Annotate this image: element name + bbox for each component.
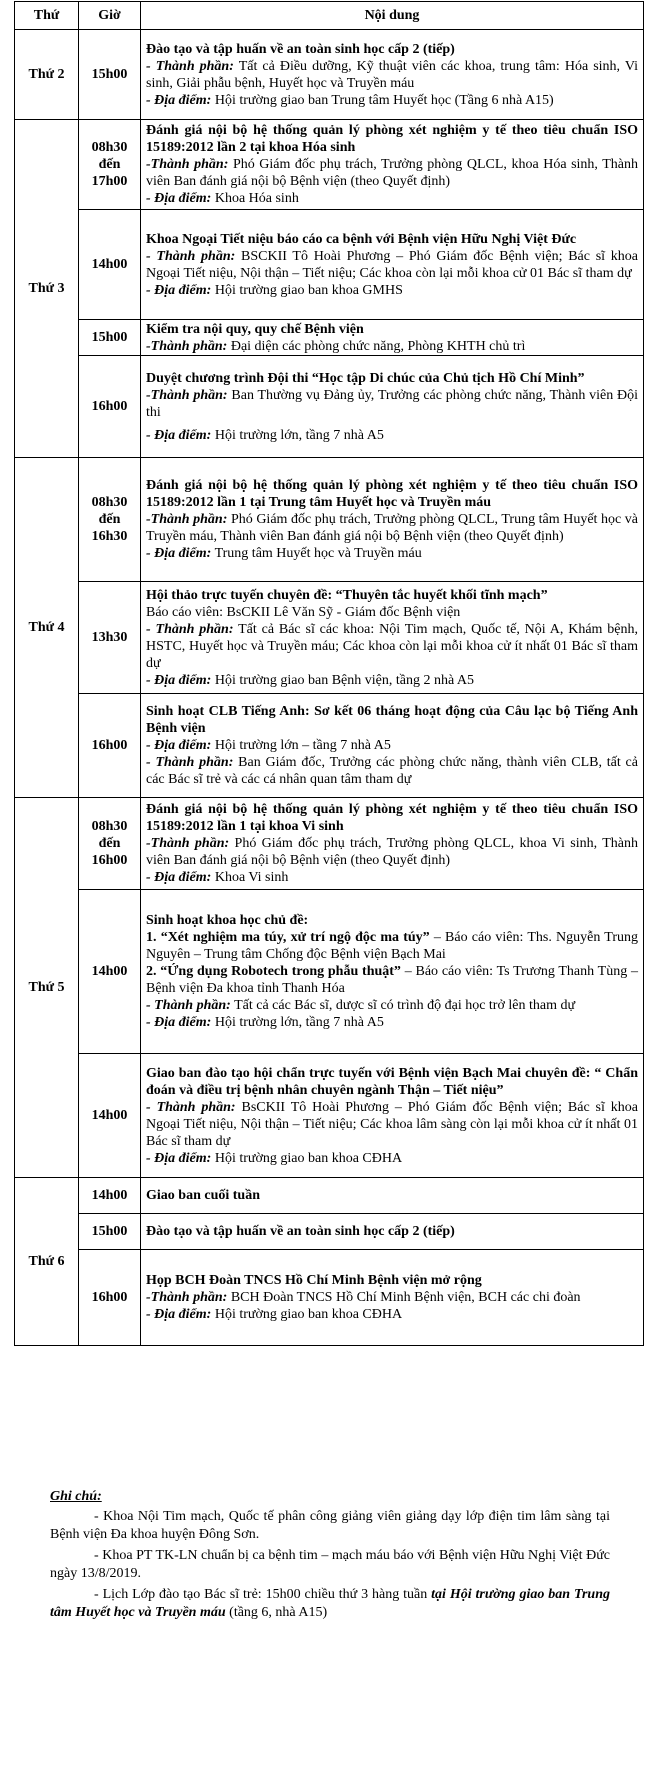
content-cell (141, 1214, 644, 1250)
event-members: Tất cả Bác sĩ các khoa: Nội Tim mạch, Quốc tế, Nội A, Khám bệnh, HSTC, Huyết học và Truyền máu; Các khoa còn lại mỗi khoa cử ít nhất 01 Bác sĩ tham dự (146, 621, 638, 671)
time-cell: 16h00 (79, 356, 141, 458)
note-item: - Khoa Nội Tim mạch, Quốc tế phân công giảng viên giảng dạy lớp điện tim lâm sàng tại Bệnh viện Đa khoa huyện Đông Sơn. (50, 1509, 610, 1542)
event-venue: Khoa Hóa sinh (214, 191, 299, 206)
content-cell: Sinh hoạt khoa học chủ đề: 1. “Xét nghiệm ma túy, xử trí ngộ độc ma túy” – Báo cáo viên: Ths. Nguyễn Trung Nguyên – Trung tâm Chống độc Bệnh viện Bạch Mai 2. “Ứng dụng Robotech trong phẫu thuật” – Báo cáo viên: Ts Trương Thanh Tùng – Bệnh viện Đa khoa tỉnh Thanh Hóa - Thành phần: Tất cả các Bác sĩ, dược sĩ có trình độ đại học trở lên tham dự - Địa điểm: Hội trường lớn, tầng 7 nhà A5 (141, 890, 644, 1054)
event-venue: Hội trường giao ban khoa CĐHA (214, 1150, 403, 1166)
event-members: BSCKII Tô Hoài Phương – Phó Giám đốc Bệnh viện; Bác sĩ khoa Ngoại Tiết niệu, Nội thận – Tiết niệu; Các khoa còn lại mỗi khoa cử 01 Bác sĩ tham dự (146, 248, 638, 281)
content-cell: Đánh giá nội bộ hệ thống quản lý phòng xét nghiệm y tế theo tiêu chuẩn ISO 15189:2012 lần 2 tại khoa Hóa sinh -Thành phần: Phó Giám đốc phụ trách, Trưởng phòng QLCL, khoa Hóa sinh, Thành viên Ban đánh giá nội bộ Bệnh viện (theo Quyết định) - Địa điểm: Khoa Hóa sinh (141, 120, 644, 210)
time-cell: 14h00 (79, 890, 141, 1054)
event-venue: Hội trường giao ban khoa GMHS (214, 282, 403, 298)
table-row (15, 356, 644, 458)
day-cell: Thứ 6 (15, 1178, 79, 1346)
event-title: Đánh giá nội bộ hệ thống quản lý phòng xét nghiệm y tế theo tiêu chuẩn ISO 15189:2012 lần 2 tại khoa Hóa sinh (146, 123, 638, 155)
table-row (15, 210, 644, 320)
day-cell: Thứ 4 (15, 458, 79, 798)
content-cell: Đào tạo và tập huấn về an toàn sinh học cấp 2 (tiếp) - Thành phần: Tất cả Điều dưỡng, Kỹ thuật viên các khoa, trung tâm: Hóa sinh, Vi sinh, Giải phẫu bệnh, Huyết học và Truyền máu - Địa điểm: Hội trường giao ban Trung tâm Huyết học (Tầng 6 nhà A15) (141, 30, 644, 120)
event-members: Phó Giám đốc phụ trách, Trưởng phòng QLCL, khoa Hóa sinh, Thành viên Ban đánh giá nội bộ Bệnh viện (theo Quyết định) (146, 157, 639, 189)
event-title: Đào tạo và tập huấn về an toàn sinh học cấp 2 (tiếp) (146, 41, 455, 57)
event-venue: Hội trường giao ban Bệnh viện, tầng 2 nhà A5 (214, 672, 474, 688)
time-cell: 15h00 (79, 320, 141, 356)
day-cell: Thứ 5 (15, 798, 79, 1178)
time-cell: 14h00 (79, 1054, 141, 1178)
event-venue: Hội trường giao ban Trung tâm Huyết học (Tầng 6 nhà A15) (214, 92, 554, 108)
content-cell (141, 1178, 644, 1214)
schedule-table (14, 1, 644, 1346)
table-row (15, 1250, 644, 1346)
table-header (15, 2, 644, 30)
time-cell: 15h00 (79, 1214, 141, 1250)
event-title: Giao ban cuối tuần (146, 1188, 260, 1203)
table-row (15, 582, 644, 694)
time-cell: 08h30 đến 17h00 (79, 120, 141, 210)
content-cell: Hội thảo trực tuyến chuyên đề: “Thuyên tắc huyết khối tĩnh mạch” Báo cáo viên: BsCKII Lê Văn Sỹ - Giám đốc Bệnh viện - Thành phần: Tất cả Bác sĩ các khoa: Nội Tim mạch, Quốc tế, Nội A, Khám bệnh, HSTC, Huyết học và Truyền máu; Các khoa còn lại mỗi khoa cử ít nhất 01 Bác sĩ tham dự - Địa điểm: Hội trường giao ban Bệnh viện, tầng 2 nhà A5 (141, 582, 644, 694)
day-cell: Thứ 3 (15, 120, 79, 458)
table-row (15, 798, 644, 890)
content-cell: Đánh giá nội bộ hệ thống quản lý phòng xét nghiệm y tế theo tiêu chuẩn ISO 15189:2012 lần 1 tại Trung tâm Huyết học và Truyền máu -Thành phần: Phó Giám đốc phụ trách, Trưởng phòng QLCL, Trung tâm Huyết học và Truyền máu, Thành viên Ban đánh giá nội bộ Bệnh viện (theo Quyết định) - Địa điểm: Trung tâm Huyết học và Truyền máu (141, 458, 644, 582)
time-cell: 14h00 (79, 210, 141, 320)
event-members: Phó Giám đốc phụ trách, Trưởng phòng QLCL, khoa Vi sinh, Thành viên Ban đánh giá nội bộ Bệnh viện (theo Quyết định) (146, 836, 638, 868)
notes-title: Ghi chú: (50, 1489, 102, 1504)
event-members: Ban Giám đốc, Trưởng các phòng chức năng, thành viên CLB, tất cả các Bác sĩ trẻ và các cá nhân quan tâm tham dự (146, 755, 638, 787)
time-cell: 08h30 đến 16h30 (79, 458, 141, 582)
time-cell: 16h00 (79, 1250, 141, 1346)
content-cell: Giao ban đào tạo hội chẩn trực tuyến với Bệnh viện Bạch Mai chuyên đề: “ Chẩn đoán và điều trị bệnh nhân chuyên ngành Thận – Tiết niệu” - Thành phần: BsCKII Tô Hoài Phương – Phó Giám đốc Bệnh viện; Bác sĩ khoa Ngoại Tiết niệu, Nội thận – Tiết niệu; Các khoa lâm sàng còn lại mỗi khoa cử ít nhất 01 Bác sĩ tham dự - Địa điểm: Hội trường giao ban khoa CĐHA (141, 1054, 644, 1178)
content-cell: Kiểm tra nội quy, quy chế Bệnh viện -Thành phần: Đại diện các phòng chức năng, Phòng KHTH chủ trì (141, 320, 644, 356)
header-content: Nội dung (141, 2, 644, 30)
event-title: Đào tạo và tập huấn về an toàn sinh học cấp 2 (tiếp) (146, 1224, 455, 1239)
content-cell: Khoa Ngoại Tiết niệu báo cáo ca bệnh với Bệnh viện Hữu Nghị Việt Đức - Thành phần: BSCKII Tô Hoài Phương – Phó Giám đốc Bệnh viện; Bác sĩ khoa Ngoại Tiết niệu, Nội thận – Tiết niệu; Các khoa còn lại mỗi khoa cử 01 Bác sĩ tham dự - Địa điểm: Hội trường giao ban khoa GMHS (141, 210, 644, 320)
event-title: Đánh giá nội bộ hệ thống quản lý phòng xét nghiệm y tế theo tiêu chuẩn ISO 15189:2012 lần 1 tại khoa Vi sinh (146, 802, 638, 834)
event-title: Duyệt chương trình Đội thi “Học tập Di chúc của Chủ tịch Hồ Chí Minh” (146, 370, 585, 386)
table-row (15, 1054, 644, 1178)
table-row (15, 30, 644, 120)
event-members: Ban Thường vụ Đảng ủy, Trưởng các phòng chức năng, Thành viên Đội thi (146, 387, 638, 420)
event-members: Đại diện các phòng chức năng, Phòng KHTH chủ trì (230, 338, 526, 354)
event-title: Hội thảo trực tuyến chuyên đề: “Thuyên tắc huyết khối tĩnh mạch” (146, 587, 548, 603)
event-title: Đánh giá nội bộ hệ thống quản lý phòng xét nghiệm y tế theo tiêu chuẩn ISO 15189:2012 lần 1 tại Trung tâm Huyết học và Truyền máu (146, 478, 638, 510)
table-row (15, 320, 644, 356)
event-title: Kiểm tra nội quy, quy chế Bệnh viện (146, 321, 364, 337)
notes-section (50, 1488, 610, 1625)
table-row (15, 890, 644, 1054)
header-day: Thứ (15, 2, 79, 30)
content-cell: Họp BCH Đoàn TNCS Hồ Chí Minh Bệnh viện mở rộng -Thành phần: BCH Đoàn TNCS Hồ Chí Minh Bệnh viện, BCH các chi đoàn - Địa điểm: Hội trường giao ban khoa CĐHA (141, 1250, 644, 1346)
event-title: Sinh hoạt CLB Tiếng Anh: Sơ kết 06 tháng hoạt động của Câu lạc bộ Tiếng Anh Bệnh viện (146, 704, 638, 736)
event-venue: Hội trường giao ban khoa CĐHA (214, 1307, 403, 1322)
event-venue: Trung tâm Huyết học và Truyền máu (214, 546, 422, 561)
event-venue: Hội trường lớn, tầng 7 nhà A5 (214, 1015, 384, 1030)
table-row (15, 120, 644, 210)
event-members: Tất cả Điều dưỡng, Kỹ thuật viên các khoa, trung tâm: Hóa sinh, Vi sinh, Giải phẫu bệnh, Huyết học và Truyền máu (146, 58, 638, 91)
content-cell: Sinh hoạt CLB Tiếng Anh: Sơ kết 06 tháng hoạt động của Câu lạc bộ Tiếng Anh Bệnh viện - Địa điểm: Hội trường lớn – tầng 7 nhà A5 - Thành phần: Ban Giám đốc, Trưởng các phòng chức năng, thành viên CLB, tất cả các Bác sĩ trẻ và các cá nhân quan tâm tham dự (141, 694, 644, 798)
time-cell: 08h30 đến 16h00 (79, 798, 141, 890)
header-time: Giờ (79, 2, 141, 30)
time-cell: 15h00 (79, 30, 141, 120)
table-row (15, 1178, 644, 1214)
content-cell: Đánh giá nội bộ hệ thống quản lý phòng xét nghiệm y tế theo tiêu chuẩn ISO 15189:2012 lần 1 tại khoa Vi sinh -Thành phần: Phó Giám đốc phụ trách, Trưởng phòng QLCL, khoa Vi sinh, Thành viên Ban đánh giá nội bộ Bệnh viện (theo Quyết định) - Địa điểm: Khoa Vi sinh (141, 798, 644, 890)
event-members: BCH Đoàn TNCS Hồ Chí Minh Bệnh viện, BCH các chi đoàn (230, 1290, 581, 1305)
event-title: Giao ban đào tạo hội chẩn trực tuyến với Bệnh viện Bạch Mai chuyên đề: “ Chẩn đoán và điều trị bệnh nhân chuyên ngành Thận – Tiết niệu” (146, 1065, 638, 1098)
event-members: BsCKII Tô Hoài Phương – Phó Giám đốc Bệnh viện; Bác sĩ khoa Ngoại Tiết niệu, Nội thận – Tiết niệu; Các khoa lâm sàng còn lại mỗi khoa cử ít nhất 01 Bác sĩ tham dự (146, 1099, 638, 1149)
event-title: Khoa Ngoại Tiết niệu báo cáo ca bệnh với Bệnh viện Hữu Nghị Việt Đức (146, 231, 577, 247)
table-row (15, 458, 644, 582)
note-item: - Khoa PT TK-LN chuẩn bị ca bệnh tim – mạch máu báo với Bệnh viện Hữu Nghị Việt Đức ngày 13/8/2019. (50, 1548, 610, 1581)
note-item: - Lịch Lớp đào tạo Bác sĩ trẻ: 15h00 chiều thứ 3 hàng tuần tại Hội trường giao ban Trung tâm Huyết học và Truyền máu (tầng 6, nhà A15) (50, 1587, 610, 1620)
time-cell: 13h30 (79, 582, 141, 694)
time-cell: 14h00 (79, 1178, 141, 1214)
event-members: Tất cả các Bác sĩ, dược sĩ có trình độ đại học trở lên tham dự (234, 998, 576, 1013)
event-venue: Hội trường lớn, tầng 7 nhà A5 (214, 427, 384, 443)
event-title: Họp BCH Đoàn TNCS Hồ Chí Minh Bệnh viện mở rộng (146, 1273, 482, 1288)
event-title: Sinh hoạt khoa học chủ đề: (146, 913, 309, 928)
time-cell: 16h00 (79, 694, 141, 798)
content-cell: Duyệt chương trình Đội thi “Học tập Di chúc của Chủ tịch Hồ Chí Minh” -Thành phần: Ban Thường vụ Đảng ủy, Trưởng các phòng chức năng, Thành viên Đội thi - Địa điểm: Hội trường lớn, tầng 7 nhà A5 (141, 356, 644, 458)
day-cell: Thứ 2 (15, 30, 79, 120)
event-venue: Hội trường lớn – tầng 7 nhà A5 (214, 738, 391, 753)
event-reporter: BsCKII Lê Văn Sỹ - Giám đốc Bệnh viện (226, 604, 461, 620)
table-row (15, 694, 644, 798)
event-members: Phó Giám đốc phụ trách, Trưởng phòng QLCL, Trung tâm Huyết học và Truyền máu, Thành viên Ban đánh giá nội bộ Bệnh viện (theo Quyết định) (146, 512, 638, 544)
table-row (15, 1214, 644, 1250)
event-venue: Khoa Vi sinh (214, 870, 289, 885)
